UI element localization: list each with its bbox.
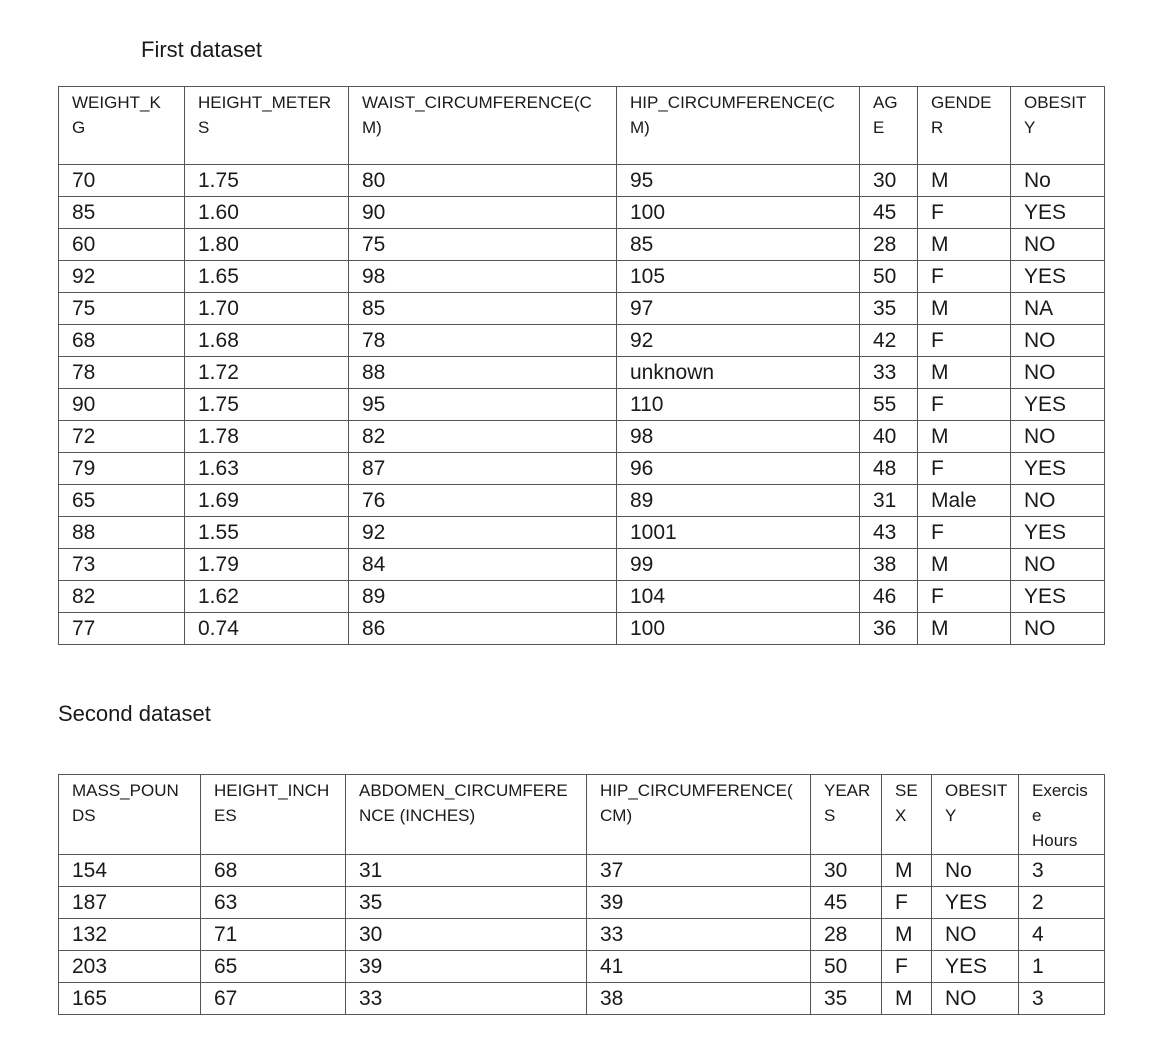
table-cell: YES bbox=[932, 951, 1019, 983]
table-row bbox=[59, 855, 1105, 887]
table-cell: 50 bbox=[811, 951, 882, 983]
table-cell: 1.62 bbox=[185, 581, 349, 613]
column-header: OBESIT Y bbox=[932, 775, 1019, 855]
table-cell: 35 bbox=[811, 983, 882, 1015]
table-cell: 42 bbox=[860, 325, 918, 357]
table-cell: 85 bbox=[59, 197, 185, 229]
second-dataset-table bbox=[58, 774, 1105, 1015]
table-cell: 28 bbox=[811, 919, 882, 951]
table-header-row bbox=[59, 87, 1105, 165]
table-cell: NO bbox=[1011, 229, 1105, 261]
table-cell: 65 bbox=[59, 485, 185, 517]
table-cell: 35 bbox=[860, 293, 918, 325]
table-cell: 71 bbox=[201, 919, 346, 951]
table-cell: 37 bbox=[587, 855, 811, 887]
table-cell: 85 bbox=[349, 293, 617, 325]
table-row bbox=[59, 421, 1105, 453]
table-cell: 39 bbox=[587, 887, 811, 919]
table-row bbox=[59, 357, 1105, 389]
table-cell: F bbox=[918, 389, 1011, 421]
table-cell: 30 bbox=[811, 855, 882, 887]
table-header-row bbox=[59, 775, 1105, 855]
table-cell: 43 bbox=[860, 517, 918, 549]
table-cell: 1001 bbox=[617, 517, 860, 549]
table-cell: 50 bbox=[860, 261, 918, 293]
table-cell: F bbox=[882, 951, 932, 983]
table-cell: YES bbox=[1011, 581, 1105, 613]
table-cell: 1.75 bbox=[185, 165, 349, 197]
table-cell: NO bbox=[1011, 549, 1105, 581]
table-cell: 98 bbox=[617, 421, 860, 453]
table-cell: 3 bbox=[1019, 855, 1105, 887]
table-cell: 1.79 bbox=[185, 549, 349, 581]
table-cell: 187 bbox=[59, 887, 201, 919]
table-cell: 1.80 bbox=[185, 229, 349, 261]
table-cell: 90 bbox=[349, 197, 617, 229]
table-cell: 80 bbox=[349, 165, 617, 197]
table-cell: 82 bbox=[349, 421, 617, 453]
column-header: OBESIT Y bbox=[1011, 87, 1105, 165]
table-cell: 1.63 bbox=[185, 453, 349, 485]
first-dataset-table bbox=[58, 86, 1105, 645]
table-cell: 1.70 bbox=[185, 293, 349, 325]
column-header: HIP_CIRCUMFERENCE(C M) bbox=[617, 87, 860, 165]
table-cell: 75 bbox=[349, 229, 617, 261]
table-row bbox=[59, 197, 1105, 229]
table-cell: 97 bbox=[617, 293, 860, 325]
table-cell: Male bbox=[918, 485, 1011, 517]
table-cell: 45 bbox=[860, 197, 918, 229]
table-cell: 100 bbox=[617, 613, 860, 645]
table-cell: 46 bbox=[860, 581, 918, 613]
table-row bbox=[59, 517, 1105, 549]
table-cell: 0.74 bbox=[185, 613, 349, 645]
table-cell: 90 bbox=[59, 389, 185, 421]
table-cell: F bbox=[918, 581, 1011, 613]
table-cell: 55 bbox=[860, 389, 918, 421]
table-cell: M bbox=[882, 919, 932, 951]
table-cell: 95 bbox=[349, 389, 617, 421]
table-cell: 63 bbox=[201, 887, 346, 919]
table-row bbox=[59, 581, 1105, 613]
table-cell: 38 bbox=[587, 983, 811, 1015]
table-cell: YES bbox=[1011, 197, 1105, 229]
table-cell: NO bbox=[1011, 613, 1105, 645]
table-cell: 154 bbox=[59, 855, 201, 887]
table-cell: 1.75 bbox=[185, 389, 349, 421]
table-cell: 76 bbox=[349, 485, 617, 517]
table-cell: 72 bbox=[59, 421, 185, 453]
table-cell: 1.69 bbox=[185, 485, 349, 517]
table-cell: 33 bbox=[346, 983, 587, 1015]
table-cell: M bbox=[918, 229, 1011, 261]
table-cell: F bbox=[918, 517, 1011, 549]
table-cell: 1.72 bbox=[185, 357, 349, 389]
table-cell: 35 bbox=[346, 887, 587, 919]
table-cell: unknown bbox=[617, 357, 860, 389]
table-cell: 48 bbox=[860, 453, 918, 485]
table-row bbox=[59, 229, 1105, 261]
table-cell: No bbox=[932, 855, 1019, 887]
table-cell: 41 bbox=[587, 951, 811, 983]
table-cell: 33 bbox=[587, 919, 811, 951]
table-cell: F bbox=[882, 887, 932, 919]
table-cell: NO bbox=[1011, 485, 1105, 517]
table-cell: M bbox=[918, 613, 1011, 645]
table-cell: YES bbox=[1011, 517, 1105, 549]
table-cell: 40 bbox=[860, 421, 918, 453]
table-cell: M bbox=[918, 421, 1011, 453]
table-row bbox=[59, 919, 1105, 951]
table-cell: 87 bbox=[349, 453, 617, 485]
table-row bbox=[59, 165, 1105, 197]
table-cell: F bbox=[918, 197, 1011, 229]
column-header: HEIGHT_INCH ES bbox=[201, 775, 346, 855]
table-cell: 78 bbox=[349, 325, 617, 357]
table-cell: YES bbox=[1011, 453, 1105, 485]
table-cell: 99 bbox=[617, 549, 860, 581]
first-dataset-title: First dataset bbox=[141, 37, 263, 62]
table-cell: 203 bbox=[59, 951, 201, 983]
table-cell: 86 bbox=[349, 613, 617, 645]
table-row bbox=[59, 389, 1105, 421]
table-cell: 89 bbox=[617, 485, 860, 517]
table-cell: 33 bbox=[860, 357, 918, 389]
table-cell: 31 bbox=[346, 855, 587, 887]
table-cell: YES bbox=[1011, 261, 1105, 293]
table-cell: 100 bbox=[617, 197, 860, 229]
table-cell: 75 bbox=[59, 293, 185, 325]
table-cell: 45 bbox=[811, 887, 882, 919]
table-cell: NA bbox=[1011, 293, 1105, 325]
table-cell: 4 bbox=[1019, 919, 1105, 951]
table-row bbox=[59, 613, 1105, 645]
column-header: AG E bbox=[860, 87, 918, 165]
table-cell: M bbox=[918, 549, 1011, 581]
table-row bbox=[59, 261, 1105, 293]
table-cell: NO bbox=[932, 983, 1019, 1015]
table-cell: 104 bbox=[617, 581, 860, 613]
table-cell: 92 bbox=[59, 261, 185, 293]
table-cell: 84 bbox=[349, 549, 617, 581]
table-cell: 1 bbox=[1019, 951, 1105, 983]
table-cell: YES bbox=[932, 887, 1019, 919]
table-cell: No bbox=[1011, 165, 1105, 197]
column-header: ABDOMEN_CIRCUMFERE NCE (INCHES) bbox=[346, 775, 587, 855]
table-cell: 88 bbox=[59, 517, 185, 549]
second-dataset-title: Second dataset bbox=[58, 701, 211, 726]
table-cell: 1.60 bbox=[185, 197, 349, 229]
table-cell: 132 bbox=[59, 919, 201, 951]
table-cell: 79 bbox=[59, 453, 185, 485]
table-cell: 1.68 bbox=[185, 325, 349, 357]
table-cell: 95 bbox=[617, 165, 860, 197]
table-cell: 96 bbox=[617, 453, 860, 485]
table-cell: 36 bbox=[860, 613, 918, 645]
table-cell: 85 bbox=[617, 229, 860, 261]
table-cell: 65 bbox=[201, 951, 346, 983]
column-header: MASS_POUN DS bbox=[59, 775, 201, 855]
table-cell: 3 bbox=[1019, 983, 1105, 1015]
table-cell: NO bbox=[932, 919, 1019, 951]
table-cell: 28 bbox=[860, 229, 918, 261]
table-row bbox=[59, 453, 1105, 485]
table-row bbox=[59, 887, 1105, 919]
table-cell: 92 bbox=[349, 517, 617, 549]
table-cell: 98 bbox=[349, 261, 617, 293]
table-cell: 30 bbox=[860, 165, 918, 197]
table-row bbox=[59, 983, 1105, 1015]
table-cell: 68 bbox=[59, 325, 185, 357]
column-header: YEAR S bbox=[811, 775, 882, 855]
table-cell: 60 bbox=[59, 229, 185, 261]
table-row bbox=[59, 293, 1105, 325]
table-cell: 67 bbox=[201, 983, 346, 1015]
table-row bbox=[59, 549, 1105, 581]
table-cell: M bbox=[918, 165, 1011, 197]
table-cell: M bbox=[918, 293, 1011, 325]
table-cell: 92 bbox=[617, 325, 860, 357]
column-header: HIP_CIRCUMFERENCE( CM) bbox=[587, 775, 811, 855]
table-cell: 105 bbox=[617, 261, 860, 293]
table-cell: NO bbox=[1011, 325, 1105, 357]
table-cell: F bbox=[918, 261, 1011, 293]
table-cell: 39 bbox=[346, 951, 587, 983]
table-cell: 78 bbox=[59, 357, 185, 389]
table-cell: 68 bbox=[201, 855, 346, 887]
column-header: WAIST_CIRCUMFERENCE(C M) bbox=[349, 87, 617, 165]
table-cell: 77 bbox=[59, 613, 185, 645]
table-row bbox=[59, 951, 1105, 983]
column-header: GENDE R bbox=[918, 87, 1011, 165]
table-cell: 70 bbox=[59, 165, 185, 197]
table-cell: 31 bbox=[860, 485, 918, 517]
table-cell: 1.78 bbox=[185, 421, 349, 453]
table-cell: 89 bbox=[349, 581, 617, 613]
table-cell: M bbox=[882, 983, 932, 1015]
table-cell: F bbox=[918, 453, 1011, 485]
table-cell: 73 bbox=[59, 549, 185, 581]
table-cell: 1.65 bbox=[185, 261, 349, 293]
table-cell: M bbox=[882, 855, 932, 887]
table-cell: 2 bbox=[1019, 887, 1105, 919]
table-cell: 1.55 bbox=[185, 517, 349, 549]
column-header: SE X bbox=[882, 775, 932, 855]
table-row bbox=[59, 485, 1105, 517]
table-cell: 110 bbox=[617, 389, 860, 421]
table-cell: YES bbox=[1011, 389, 1105, 421]
table-cell: 30 bbox=[346, 919, 587, 951]
table-cell: 165 bbox=[59, 983, 201, 1015]
table-cell: 38 bbox=[860, 549, 918, 581]
table-cell: F bbox=[918, 325, 1011, 357]
table-row bbox=[59, 325, 1105, 357]
table-cell: 82 bbox=[59, 581, 185, 613]
column-header: HEIGHT_METER S bbox=[185, 87, 349, 165]
table-cell: 88 bbox=[349, 357, 617, 389]
table-cell: NO bbox=[1011, 421, 1105, 453]
column-header: Exercis e Hours bbox=[1019, 775, 1105, 855]
table-cell: M bbox=[918, 357, 1011, 389]
table-cell: NO bbox=[1011, 357, 1105, 389]
column-header: WEIGHT_K G bbox=[59, 87, 185, 165]
